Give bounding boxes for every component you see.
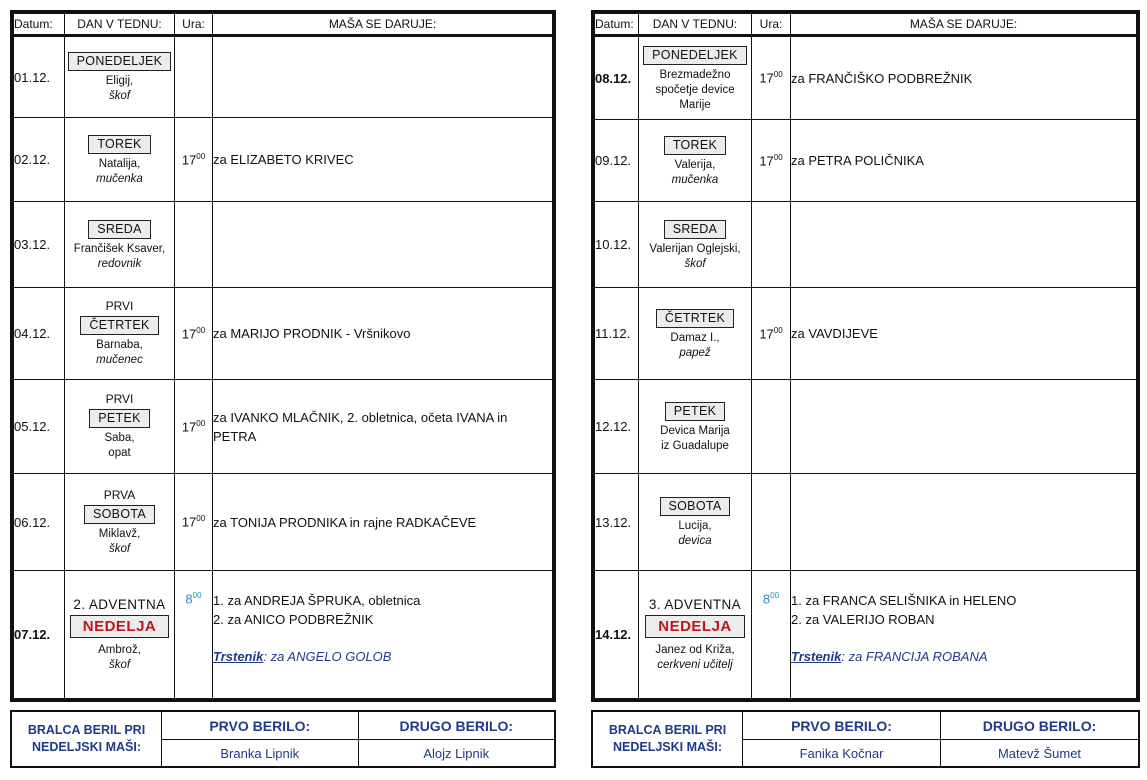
table-row: [595, 202, 1137, 288]
row-date: 02.12.: [14, 118, 65, 202]
mass-intention: za TONIJA PRODNIKA in rajne RADKAČEVE: [213, 474, 553, 571]
row-day-cell: [65, 288, 175, 380]
header-time: Ura:: [752, 14, 791, 36]
row-day-cell: [65, 380, 175, 474]
table-row: [14, 474, 553, 571]
weekday-badge: SOBOTA: [660, 497, 731, 516]
header-date: Datum:: [14, 14, 65, 36]
mass-time: $17^{00}$: [175, 288, 213, 380]
trstenik-intention: Trstenik: za FRANCIJA ROBANA: [791, 649, 988, 664]
table-header-row: [595, 14, 1137, 36]
table-row-sunday: [14, 571, 553, 699]
second-reading-label: DRUGO BERILO:: [941, 712, 1139, 740]
readers-box-week-1: [10, 710, 556, 768]
mass-time: $8^{00}$: [175, 571, 213, 699]
saint-name: Barnaba,: [96, 339, 143, 351]
feast-name: spočetje device: [655, 83, 735, 96]
table-row: [14, 202, 553, 288]
mass-intention: [213, 202, 553, 288]
mass-intention: za ELIZABETO KRIVEC: [213, 118, 553, 202]
readers-heading: BRALCA BERIL PRI NEDELJSKI MAŠI:: [12, 712, 162, 767]
table-header-row: [14, 14, 553, 36]
row-date: 12.12.: [595, 380, 639, 474]
saint-name: Valerijan Oglejski,: [649, 242, 741, 255]
row-date: 10.12.: [595, 202, 639, 288]
advent-sunday-label: 2. ADVENTNA: [73, 596, 166, 612]
first-reading-label: PRVO BERILO:: [743, 712, 941, 740]
mass-time: $17^{00}$: [175, 118, 213, 202]
saint-title: škof: [684, 257, 706, 270]
second-reading-label: DRUGO BERILO:: [358, 712, 555, 740]
row-day-cell: [639, 36, 752, 120]
saint-title: cerkveni učitelj: [657, 658, 733, 671]
mass-intention: [213, 36, 553, 118]
mass-intention: [791, 380, 1137, 474]
weekday-badge: TOREK: [664, 136, 726, 155]
trstenik-intention: Trstenik: za ANGELO GOLOB: [213, 649, 392, 664]
mass-time: $17^{00}$: [752, 288, 791, 380]
sunday-badge: NEDELJA: [70, 615, 170, 638]
header-day: DAN V TEDNU:: [65, 14, 175, 36]
feast-name: Brezmadežno: [659, 68, 731, 81]
header-mass: MAŠA SE DARUJE:: [213, 14, 553, 36]
row-day-cell: [639, 571, 752, 699]
row-date: 07.12.: [14, 571, 65, 699]
mass-intention: [791, 202, 1137, 288]
mass-intention: za IVANKO MLAČNIK, 2. obletnica, očeta IVANA in PETRA: [213, 380, 553, 474]
day-prefix: PRVI: [105, 392, 134, 406]
saint-name: Saba,: [104, 432, 135, 444]
weekday-badge: ČETRTEK: [656, 309, 734, 328]
saint-name: Lucija,: [678, 520, 712, 532]
first-reader-name: Fanika Kočnar: [743, 740, 941, 767]
weekday-badge: SOBOTA: [84, 505, 155, 524]
row-day-cell: [65, 202, 175, 288]
row-date: 01.12.: [14, 36, 65, 118]
saint-title: mučenka: [96, 172, 143, 185]
saint-title: devica: [678, 535, 712, 547]
sunday-badge: NEDELJA: [645, 615, 745, 638]
mass-time: [752, 474, 791, 571]
row-day-cell: [639, 120, 752, 202]
mass-time: $17^{00}$: [175, 474, 213, 571]
row-day-cell: [639, 474, 752, 571]
row-day-cell: [639, 202, 752, 288]
readers-box-week-2: [591, 710, 1140, 768]
day-prefix: PRVI: [105, 299, 134, 313]
first-reading-label: PRVO BERILO:: [162, 712, 359, 740]
table-row: [14, 380, 553, 474]
row-date: 14.12.: [595, 571, 639, 699]
header-mass: MAŠA SE DARUJE:: [791, 14, 1137, 36]
mass-time: $17^{00}$: [752, 120, 791, 202]
weekday-badge: SREDA: [88, 220, 151, 239]
feast-name: iz Guadalupe: [661, 439, 729, 452]
mass-intention: za FRANČIŠKO PODBREŽNIK: [791, 36, 1137, 120]
weekday-badge: ČETRTEK: [80, 316, 158, 335]
table-row: [595, 474, 1137, 571]
row-date: 06.12.: [14, 474, 65, 571]
saint-title: mučenec: [96, 354, 143, 366]
mass-time: [752, 380, 791, 474]
second-reader-name: Matevž Šumet: [941, 740, 1139, 767]
mass-time: [752, 202, 791, 288]
saint-title: opat: [108, 447, 131, 459]
mass-time: $8^{00}$: [752, 571, 791, 699]
header-date: Datum:: [595, 14, 639, 36]
mass-intention: 1. za ANDREJA ŠPRUKA, obletnica 2. za ANICO PODBREŽNIK Trstenik: za ANGELO GOLOB: [213, 571, 553, 699]
row-day-cell: [65, 118, 175, 202]
row-day-cell: [639, 380, 752, 474]
saint-name: Miklavž,: [98, 527, 141, 540]
feast-name: Marije: [679, 98, 711, 111]
saint-name: Janez od Križa,: [655, 643, 735, 656]
saint-title: redovnik: [97, 257, 142, 270]
advent-sunday-label: 3. ADVENTNA: [648, 596, 742, 612]
row-date: 04.12.: [14, 288, 65, 380]
saint-name: Ambrož,: [98, 643, 141, 656]
mass-intention: za PETRA POLIČNIKA: [791, 120, 1137, 202]
feast-name: Devica Marija: [660, 424, 730, 437]
mass-time: [175, 202, 213, 288]
table-row: [595, 36, 1137, 120]
row-day-cell: [639, 288, 752, 380]
schedule-week-1: [10, 10, 556, 702]
table-row: [14, 118, 553, 202]
mass-time: [175, 36, 213, 118]
second-reader-name: Alojz Lipnik: [358, 740, 555, 767]
row-date: 13.12.: [595, 474, 639, 571]
saint-name: Frančišek Ksaver,: [73, 242, 166, 255]
mass-intention: 1. za FRANCA SELIŠNIKA in HELENO 2. za VALERIJO ROBAN Trstenik: za FRANCIJA ROBANA: [791, 571, 1137, 699]
saint-title: škof: [108, 658, 131, 671]
saint-title: papež: [679, 346, 711, 359]
row-date: 08.12.: [595, 36, 639, 120]
mass-intention: za VAVDIJEVE: [791, 288, 1137, 380]
mass-intention: za MARIJO PRODNIK - Vršnikovo: [213, 288, 553, 380]
saint-title: škof: [108, 90, 131, 102]
saint-name: Valerija,: [674, 158, 716, 171]
schedule-week-2: [591, 10, 1140, 702]
header-day: DAN V TEDNU:: [639, 14, 752, 36]
table-row: [595, 380, 1137, 474]
row-day-cell: [65, 571, 175, 699]
weekday-badge: PONEDELJEK: [68, 52, 172, 71]
saint-name: Natalija,: [98, 157, 141, 170]
row-date: 03.12.: [14, 202, 65, 288]
row-date: 05.12.: [14, 380, 65, 474]
table-row: [595, 288, 1137, 380]
row-date: 09.12.: [595, 120, 639, 202]
row-date: 11.12.: [595, 288, 639, 380]
weekday-badge: SREDA: [664, 220, 727, 239]
weekday-badge: PETEK: [89, 409, 150, 428]
weekday-badge: TOREK: [88, 135, 150, 154]
mass-time: $17^{00}$: [752, 36, 791, 120]
saint-name: Eligij,: [105, 75, 134, 87]
table-row: [595, 120, 1137, 202]
row-day-cell: [65, 36, 175, 118]
mass-time: $17^{00}$: [175, 380, 213, 474]
weekday-badge: PONEDELJEK: [643, 46, 747, 65]
saint-name: Damaz I.,: [670, 331, 720, 344]
weekday-badge: PETEK: [665, 402, 726, 421]
saint-title: mučenka: [671, 173, 719, 186]
header-time: Ura:: [175, 14, 213, 36]
table-row: [14, 288, 553, 380]
saint-title: škof: [108, 542, 131, 555]
table-row-sunday: [595, 571, 1137, 699]
row-day-cell: [65, 474, 175, 571]
table-row: [14, 36, 553, 118]
day-prefix: PRVA: [103, 487, 136, 502]
mass-intention: [791, 474, 1137, 571]
readers-heading: BRALCA BERIL PRI NEDELJSKI MAŠI:: [593, 712, 743, 767]
first-reader-name: Branka Lipnik: [162, 740, 359, 767]
